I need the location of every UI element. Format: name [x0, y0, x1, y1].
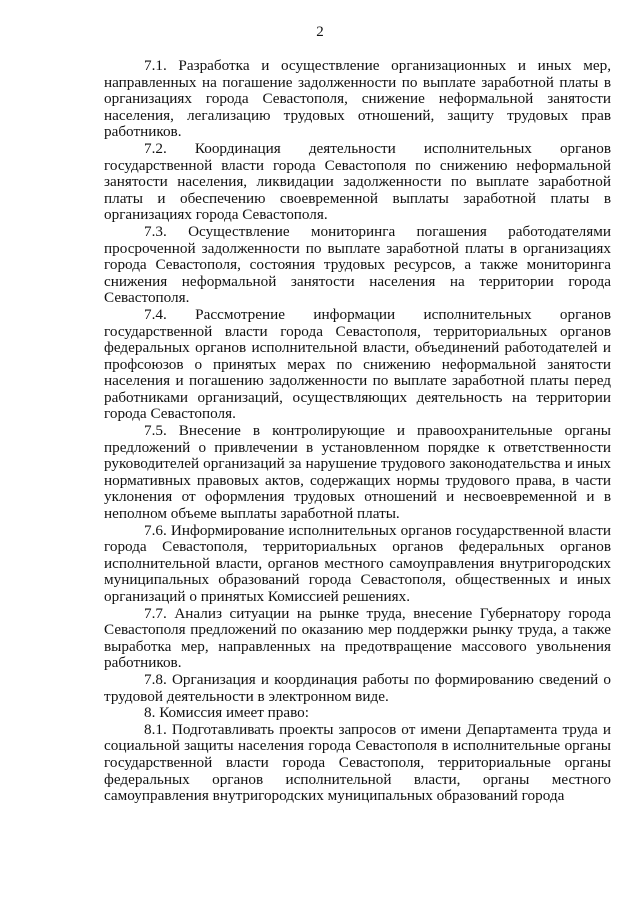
- paragraph-7-2: 7.2. Координация деятельности исполнительных органов государственной власти города Севастополя по снижению неформальной занятости населения, ликвидации задолженности по выплате заработной платы и обеспечению своевременной выплаты заработной платы в организациях города Севастополя.: [104, 139, 611, 224]
- document-body: [104, 58, 611, 805]
- paragraph-7-8: 7.8. Организация и координация работы по формированию сведений о трудовой деятельности в электронном виде.: [104, 670, 611, 705]
- paragraph-7-5: 7.5. Внесение в контролирующие и правоохранительные органы предложений о привлечении в установленном порядке к ответственности руководителей организаций за нарушение трудового законодательства и иных нормативных правовых актов, содержащих нормы трудового права, в части уклонения от оформления трудовых отношений и несвоевременной и в неполном объеме выплаты заработной платы.: [104, 422, 611, 523]
- paragraph-7-6: 7.6. Информирование исполнительных органов государственной власти города Севастополя, территориальных органов федеральных органов исполнительной власти, органов местного самоуправления внутригородских муниципальных образований города Севастополя, общественных и иных организаций о принятых Комиссией решениях.: [104, 521, 611, 605]
- paragraph-7-1: 7.1. Разработка и осуществление организационных и иных мер, направленных на погашение задолженности по выплате заработной платы в организациях города Севастополя, снижение неформальной занятости населения, легализацию трудовых отношений, защиту трудовых прав работников.: [104, 57, 611, 141]
- page-number: 2: [316, 24, 324, 40]
- paragraph-7-3: 7.3. Осуществление мониторинга погашения работодателями просроченной задолженности по выплате заработной платы в организациях города Севастополя, состояния трудовых ресурсов, а также мониторинга снижения неформальной занятости населения на территории города Севастополя.: [104, 222, 611, 307]
- paragraph-8-1: 8.1. Подготавливать проекты запросов от имени Департамента труда и социальной защиты населения города Севастополя в исполнительные органы государственной власти города Севастополя, территориальные органы федеральных органов исполнительной власти, органы местного самоуправления внутригородских муниципальных образований города: [104, 720, 611, 805]
- paragraph-7-4: 7.4. Рассмотрение информации исполнительных органов государственной власти города Севастополя, территориальных органов федеральных органов исполнительной власти, объединений работодателей и профсоюзов о принятых мерах по снижению неформальной занятости населения и погашению задолженности по выплате заработной платы перед работниками организаций, осуществляющих деятельность на территории города Севастополя.: [104, 305, 611, 423]
- paragraph-7-7: 7.7. Анализ ситуации на рынке труда, внесение Губернатору города Севастополя предложений по оказанию мер поддержки рынку труда, а также выработка мер, направленных на предотвращение массового увольнения работников.: [104, 604, 611, 672]
- paragraph-8: 8. Комиссия имеет право:: [144, 704, 309, 722]
